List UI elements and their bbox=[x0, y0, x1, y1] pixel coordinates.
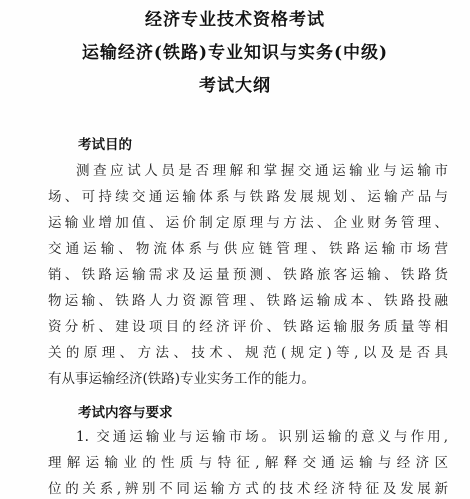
paragraph-line: 运输业增加值、运价制定原理与方法、企业财务管理、 bbox=[48, 215, 448, 231]
paragraph-line: 销、铁路运输需求及运量预测、铁路旅客运输、铁路货 bbox=[48, 267, 448, 283]
section-heading-purpose: 考试目的 bbox=[78, 137, 132, 153]
paragraph-line: 有从事运输经济(铁路)专业实务工作的能力。 bbox=[48, 371, 316, 387]
paragraph-line: 场、可持续交通运输体系与铁路发展规划、运输产品与 bbox=[48, 189, 448, 205]
section-heading-content: 考试内容与要求 bbox=[78, 405, 173, 421]
paragraph-line: 物运输、铁路人力资源管理、铁路运输成本、铁路投融 bbox=[48, 293, 448, 309]
paragraph-line: 资分析、建设项目的经济评价、铁路运输服务质量等相 bbox=[48, 319, 448, 335]
paragraph-line: 理解运输业的性质与特征,解释交通运输与经济区 bbox=[48, 455, 448, 471]
document-title: 经济专业技术资格考试 bbox=[145, 10, 325, 30]
document-type-title: 考试大纲 bbox=[199, 76, 271, 96]
paragraph-line: 关的原理、方法、技术、规范(规定)等,以及是否具 bbox=[48, 345, 448, 361]
paragraph-line: 1. 交通运输业与运输市场。识别运输的意义与作用, bbox=[76, 429, 448, 445]
paragraph-line: 测查应试人员是否理解和掌握交通运输业与运输市 bbox=[76, 163, 448, 179]
paragraph-line: 交通运输、物流体系与供应链管理、铁路运输市场营 bbox=[48, 241, 448, 257]
paragraph-line: 位的关系,辨别不同运输方式的技术经济特征及发展新 bbox=[48, 481, 448, 497]
document-subtitle: 运输经济(铁路)专业知识与实务(中级) bbox=[81, 43, 389, 63]
